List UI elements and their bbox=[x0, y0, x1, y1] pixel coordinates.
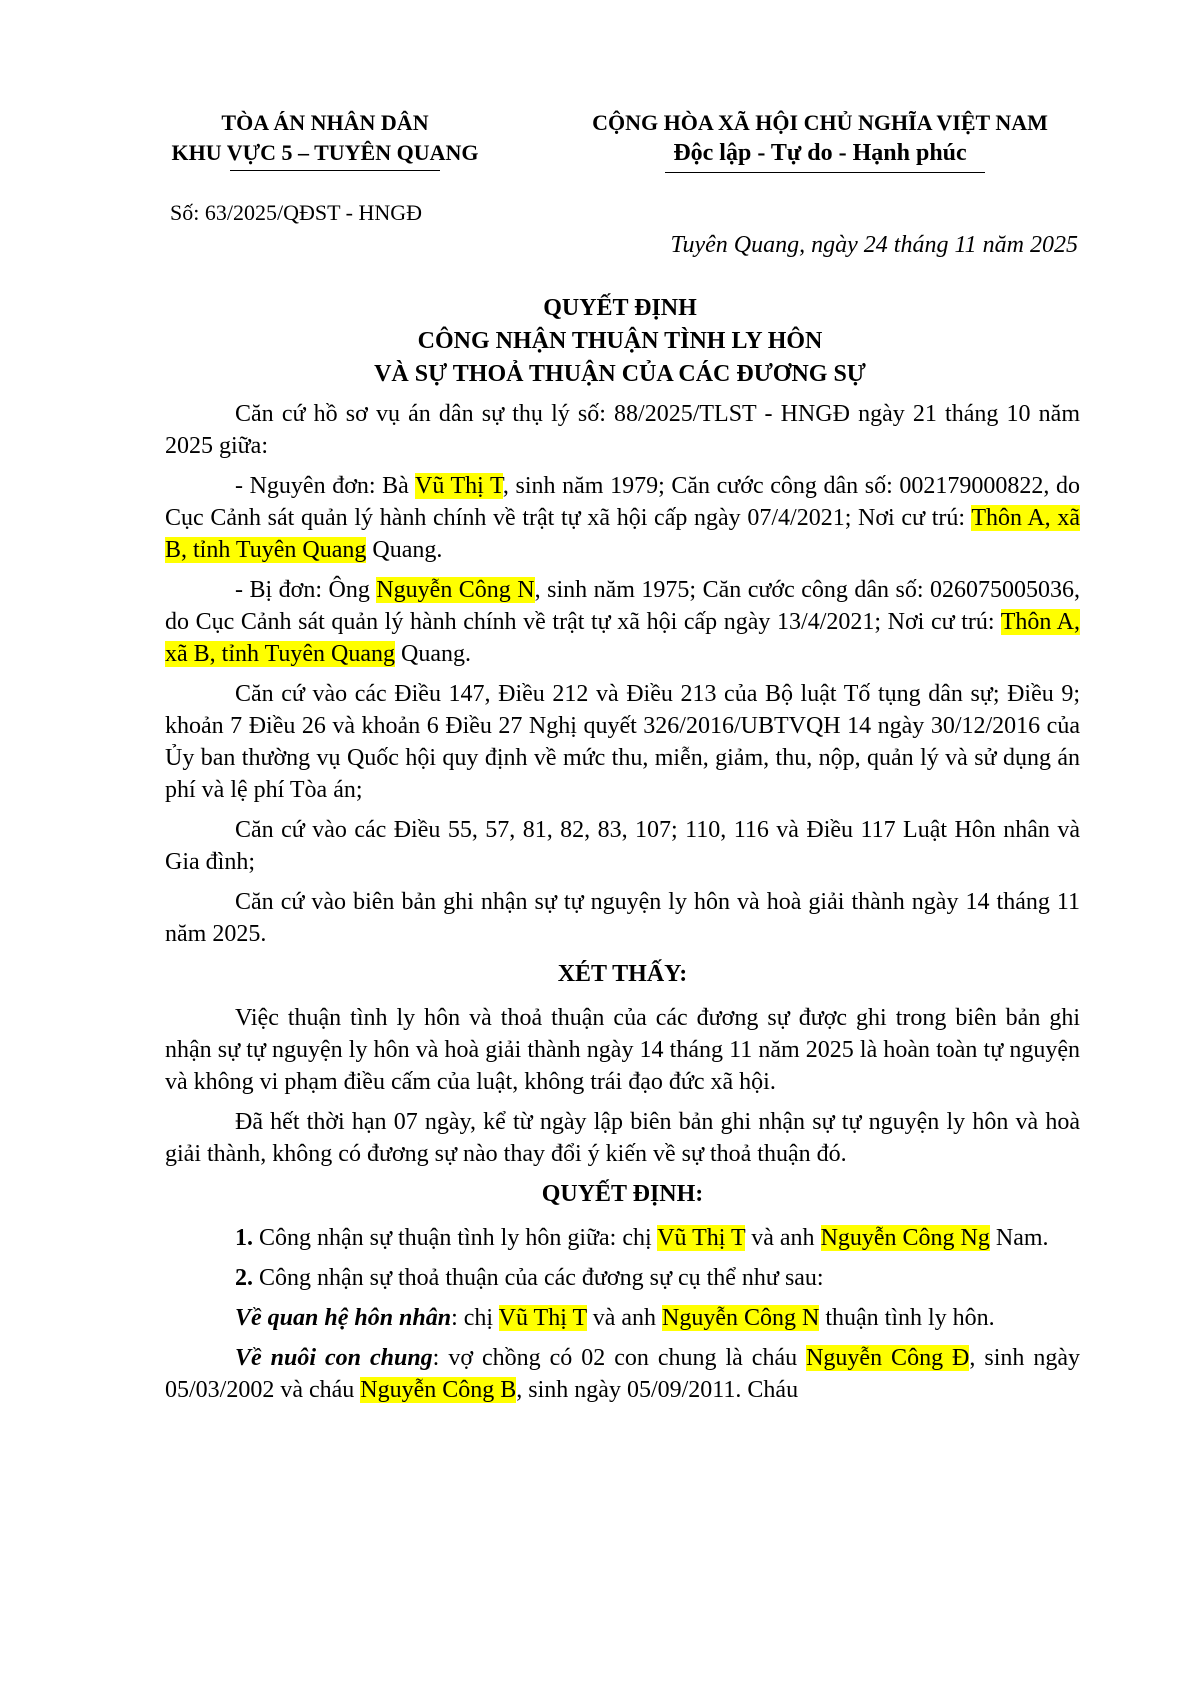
plaintiff-paragraph bbox=[165, 470, 1080, 566]
finding-paragraph-2: Đã hết thời hạn 07 ngày, kể từ ngày lập biên bản ghi nhận sự tự nguyện ly hôn và hoà giải thành, không có đương sự nào thay đổi ý kiến về sự thoả thuận đó. bbox=[165, 1109, 1080, 1167]
basis-marriage-law: Căn cứ vào các Điều 55, 57, 81, 82, 83, 107; 110, 116 và Điều 117 Luật Hôn nhân và Gia đình; bbox=[165, 817, 1080, 875]
section-decision-heading: QUYẾT ĐỊNH: bbox=[541, 1181, 704, 1207]
defendant-suffix: Quang. bbox=[395, 641, 471, 667]
national-header bbox=[540, 108, 1100, 168]
decision-item-1 bbox=[165, 1222, 1080, 1254]
defendant-address: Thôn A, xã B, tỉnh Tuyên Quang bbox=[165, 609, 1080, 667]
document-number: Số: 63/2025/QĐST - HNGĐ bbox=[170, 200, 423, 225]
document-body bbox=[165, 398, 1080, 1414]
national-title: CỘNG HÒA XÃ HỘI CHỦ NGHĨA VIỆT NAM bbox=[592, 110, 1048, 135]
defendant-details: , sinh năm 1975; Căn cước công dân số: 026075005036, do Cục Cảnh sát quản lý hành chính về trật tự xã hội cấp ngày 13/4/2021; Nơi cư trú: bbox=[165, 577, 1081, 635]
finding-paragraph-1: Việc thuận tình ly hôn và thoả thuận của các đương sự được ghi trong biên bản ghi nhận sự tự nguyện ly hôn và hoà giải thành ngày 14 tháng 11 năm 2025 là hoàn toàn tự nguyện và không vi phạm điều cấm của luật, không trái đạo đức xã hội. bbox=[165, 1005, 1080, 1095]
basis-civil-procedure: Căn cứ vào các Điều 147, Điều 212 và Điều 213 của Bộ luật Tố tụng dân sự; Điều 9; khoản 7 Điều 26 và khoản 6 Điều 27 Nghị quyết 326/2016/UBTVQH 14 ngày 30/12/2016 của Ủy ban thường vụ Quốc hội quy định về mức thu, miễn, giảm, thu, nộp, quản lý và sử dụng án phí và lệ phí Tòa án; bbox=[165, 681, 1080, 803]
decision-item-2 bbox=[165, 1262, 1080, 1294]
decision-2-text: Công nhận sự thoả thuận của các đương sự cụ thể như sau: bbox=[253, 1265, 824, 1291]
motto-underline bbox=[665, 172, 985, 173]
defendant-name: Nguyễn Công N bbox=[376, 577, 535, 603]
marriage-wife-name: Vũ Thị T bbox=[498, 1305, 587, 1331]
title-line-2: CÔNG NHẬN THUẬN TÌNH LY HÔN bbox=[417, 328, 823, 354]
basis-reconciliation-record: Căn cứ vào biên bản ghi nhận sự tự nguyện ly hôn và hoà giải thành ngày 14 tháng 11 năm 2025. bbox=[165, 889, 1080, 947]
plaintiff-suffix: Quang. bbox=[366, 537, 443, 563]
plaintiff-name: Vũ Thị T bbox=[415, 473, 503, 499]
decision-1-and: và anh bbox=[745, 1225, 821, 1251]
section-findings-heading: XÉT THẤY: bbox=[557, 961, 688, 987]
court-header-underline bbox=[230, 170, 440, 171]
decision-title bbox=[160, 292, 1080, 391]
decision-1-suffix: Nam. bbox=[989, 1225, 1049, 1251]
marriage-and: và anh bbox=[586, 1305, 662, 1331]
children-suffix: , sinh ngày 05/09/2011. Cháu bbox=[516, 1377, 799, 1403]
decision-2-number: 2. bbox=[235, 1265, 253, 1291]
decision-1-husband-name: Nguyễn Công Ng bbox=[820, 1225, 990, 1251]
marriage-husband-name: Nguyễn Công N bbox=[662, 1305, 820, 1331]
children-mid: , sinh ngày 05/03/2002 và cháu bbox=[165, 1345, 1081, 1403]
defendant-paragraph bbox=[165, 574, 1080, 670]
decision-1-wife-name: Vũ Thị T bbox=[657, 1225, 746, 1251]
national-motto: Độc lập - Tự do - Hạnh phúc bbox=[673, 140, 967, 166]
court-region: KHU VỰC 5 – TUYÊN QUANG bbox=[171, 140, 479, 165]
plaintiff-details: , sinh năm 1979; Căn cước công dân số: 002179000822, do Cục Cảnh sát quản lý hành chính về trật tự xã hội cấp ngày 07/4/2021; Nơi cư trú: bbox=[165, 473, 1081, 531]
title-line-1: QUYẾT ĐỊNH bbox=[543, 295, 697, 321]
decision-1-number: 1. bbox=[235, 1225, 253, 1251]
marriage-suffix: thuận tình ly hôn. bbox=[819, 1305, 995, 1331]
plaintiff-prefix: - Nguyên đơn: Bà bbox=[235, 473, 416, 499]
marriage-relation-paragraph bbox=[165, 1302, 1080, 1334]
decision-1-text: Công nhận sự thuận tình ly hôn giữa: chị bbox=[253, 1225, 658, 1251]
court-name: TÒA ÁN NHÂN DÂN bbox=[221, 110, 429, 135]
document-date: Tuyên Quang, ngày 24 tháng 11 năm 2025 bbox=[670, 232, 1078, 258]
basis-case-file: Căn cứ hồ sơ vụ án dân sự thụ lý số: 88/2025/TLST - HNGĐ ngày 21 tháng 10 năm 2025 giữa: bbox=[165, 401, 1080, 459]
defendant-prefix: - Bị đơn: Ông bbox=[235, 577, 377, 603]
children-label: Về nuôi con chung bbox=[235, 1345, 433, 1371]
marriage-label: Về quan hệ hôn nhân bbox=[235, 1305, 452, 1331]
children-text: : vợ chồng có 02 con chung là cháu bbox=[432, 1345, 807, 1371]
marriage-text: : chị bbox=[451, 1305, 499, 1331]
title-line-3: VÀ SỰ THOẢ THUẬN CỦA CÁC ĐƯƠNG SỰ bbox=[374, 361, 866, 387]
child-1-name: Nguyễn Công Đ bbox=[806, 1345, 970, 1371]
child-2-name: Nguyễn Công B bbox=[360, 1377, 517, 1403]
children-custody-paragraph bbox=[165, 1342, 1080, 1406]
court-header bbox=[130, 108, 520, 168]
plaintiff-address: Thôn A, xã B, tỉnh Tuyên Quang bbox=[165, 505, 1081, 563]
